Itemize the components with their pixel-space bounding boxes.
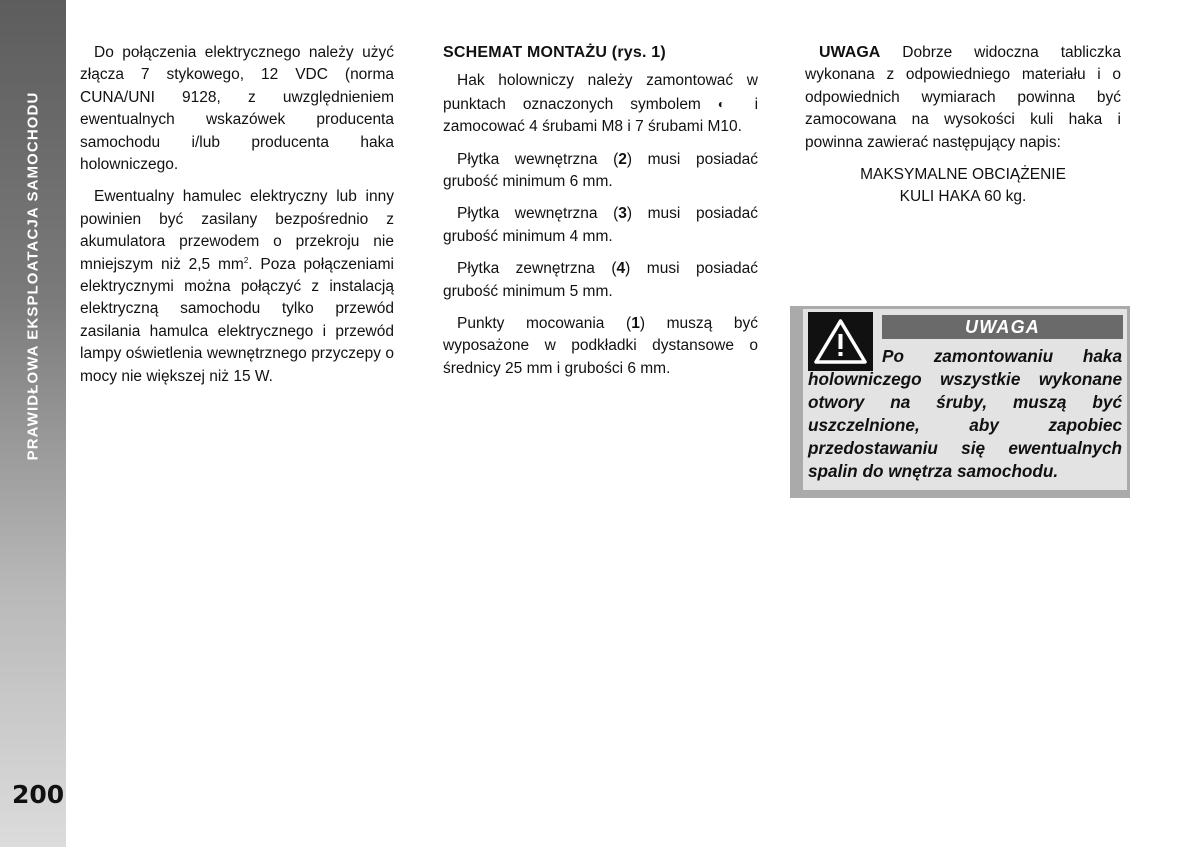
text-column-1 xyxy=(80,42,394,398)
section-heading: SCHEMAT MONTAŻU (rys. 1) xyxy=(443,44,666,61)
warning-box xyxy=(790,306,1130,498)
plate-3-text-b: ) musi posiadać grubość minimum 4 mm. xyxy=(443,205,758,245)
paragraph-mounting-points xyxy=(443,313,758,380)
ref-number-4: 4 xyxy=(616,260,626,278)
paragraph-plate-3 xyxy=(443,203,758,248)
points-text-b: ) muszą być wyposażone w podkładki dystansowe o średnicy 25 mm i grubości 6 mm. xyxy=(443,315,758,377)
uwaga-inline-label: UWAGA xyxy=(819,44,881,61)
mounting-text-part1: Hak holowniczy należy zamontować w punktach oznaczonych symbolem xyxy=(443,72,758,113)
ref-number-1: 1 xyxy=(631,315,640,333)
ref-number-2: 2 xyxy=(618,150,627,168)
mount-point-symbol-icon: ◐ xyxy=(717,96,738,111)
points-text-a: Punkty mocowania ( xyxy=(457,315,632,333)
max-load-line-2: KULI HAKA 60 kg. xyxy=(899,188,1027,206)
plate-3-text-a: Płytka wewnętrzna ( xyxy=(457,205,619,223)
text-column-3 xyxy=(805,42,1121,209)
plate-notice-text: Dobrze widoczna tabliczka wykonana z odpowiedniego materiału i o odpowiednich wymiarach powinna być zamocowana na wysokości kuli haka i powinna zawierać następujący napis: xyxy=(805,44,1121,151)
paragraph-connector: Do połączenia elektrycznego należy użyć złącza 7 stykowego, 12 VDC (norma CUNA/UNI 9128, z uwzględnieniem ewentualnych wskazówek producenta samochodu i/lub producenta haka holowniczego. xyxy=(80,44,394,174)
plate-4-text-b: ) musi posiadać grubość minimum 5 mm. xyxy=(443,260,759,300)
chapter-title: PRAWIDŁOWA EKSPLOATACJA SAMOCHODU xyxy=(24,91,42,461)
paragraph-plate-4 xyxy=(443,258,758,303)
ref-number-3: 3 xyxy=(618,205,627,223)
warning-box-panel xyxy=(803,309,1127,490)
paragraph-plate-2 xyxy=(443,149,758,194)
brake-text-part1: Ewentualny hamulec elektryczny lub inny powinien być zasilany bezpośrednio z akumulatora przewodem o przekroju nie mniejszym niż 2,5 mm xyxy=(80,188,394,273)
brake-text-part2: . Poza połączeniami elektrycznymi można połączyć z instalacją elektryczną samochodu tylko przewód zasilania hamulca elektrycznego i przewód lampy oświetlenia wewnętrznego przyczepy o mocy nie większej niż 15 W. xyxy=(80,255,395,385)
text-column-2 xyxy=(443,42,758,390)
max-load-text xyxy=(805,164,1121,209)
chapter-sidebar xyxy=(0,0,66,847)
page-number: 200 xyxy=(12,780,65,809)
paragraph-plate-notice xyxy=(805,42,1121,154)
max-load-line-1: MAKSYMALNE OBCIĄŻENIE xyxy=(860,166,1066,184)
warning-text: Po zamontowaniu haka holowniczego wszystkie wykonane otwory na śruby, muszą być uszczelnione, aby zapobiec przedostawaniu się ewentualnych spalin do wnętrza samochodu. xyxy=(808,346,1122,481)
warning-label: UWAGA xyxy=(882,315,1123,339)
mounting-text-part2: i zamocować 4 śrubami M8 i 7 śrubami M10. xyxy=(443,95,759,136)
plate-4-text-a: Płytka zewnętrzna ( xyxy=(457,260,617,278)
plate-2-text-b: ) musi posiadać grubość minimum 6 mm. xyxy=(443,150,758,191)
plate-2-text-a: Płytka wewnętrzna ( xyxy=(457,150,619,168)
superscript-2: 2 xyxy=(243,255,249,265)
paragraph-brake xyxy=(80,186,394,388)
paragraph-mounting xyxy=(443,70,758,138)
